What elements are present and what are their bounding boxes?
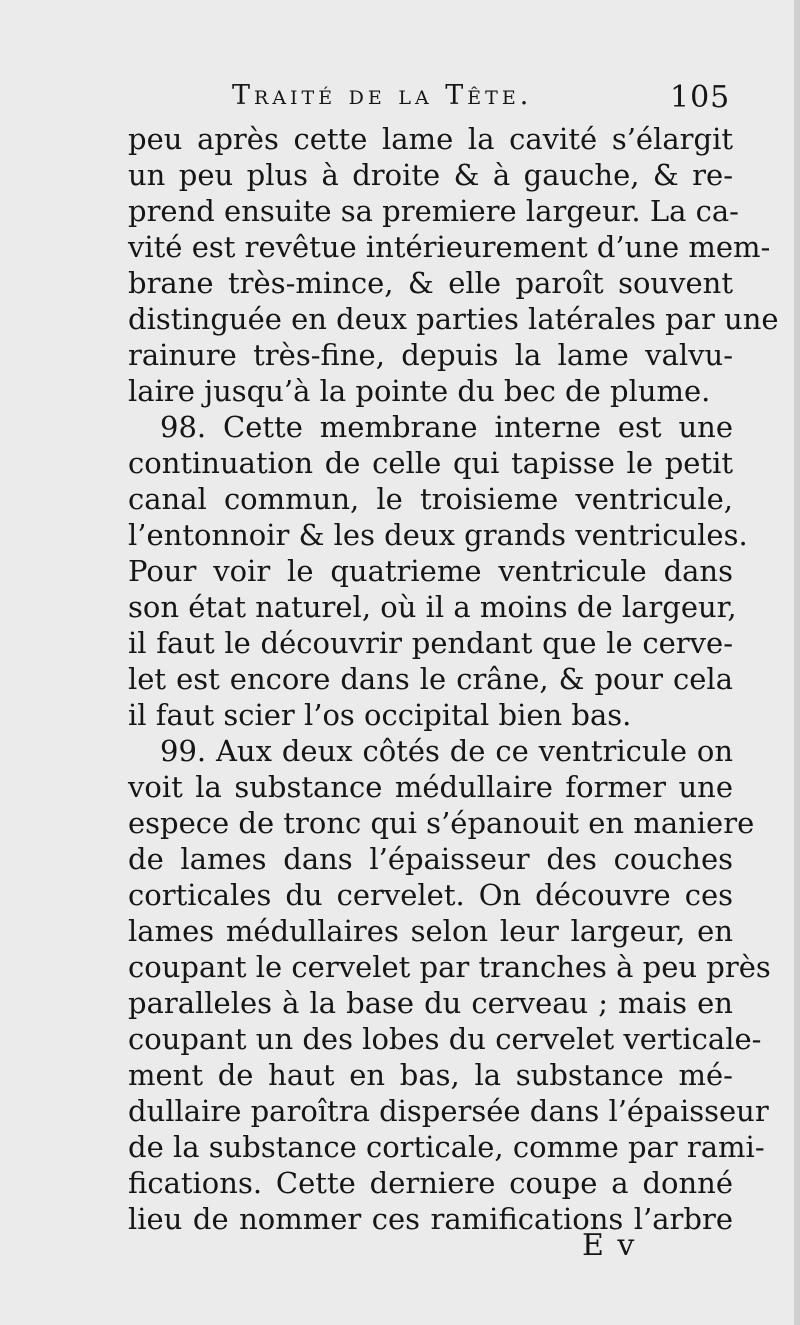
body-text-line: corticales du cervelet. On découvre ces (128, 878, 733, 912)
body-text-line: fications. Cette derniere coupe a donné (128, 1166, 733, 1200)
body-text-line: rainure très-fine, depuis la lame valvu- (128, 338, 733, 372)
body-text-line: dullaire paroîtra dispersée dans l’épaisseur (128, 1094, 769, 1128)
body-text-line: lieu de nommer ces ramifications l’arbre (128, 1202, 733, 1236)
body-text-line: laire jusqu’à la pointe du bec de plume. (128, 374, 711, 408)
body-text-line: de lames dans l’épaisseur des couches (128, 842, 733, 876)
body-text-line: let est encore dans le crâne, & pour cela (128, 662, 733, 696)
body-text-line: coupant le cervelet par tranches à peu près (128, 950, 771, 984)
paragraph-99-first-line: 99. Aux deux côtés de ce ventricule on (160, 734, 733, 768)
body-text-line: continuation de celle qui tapisse le petit (128, 446, 733, 480)
body-text-line: de la substance corticale, comme par rami- (128, 1130, 765, 1164)
body-text-line: espece de tronc qui s’épanouit en maniere (128, 806, 755, 840)
body-text-line: il faut scier l’os occipital bien bas. (128, 698, 632, 732)
body-text-line: coupant un des lobes du cervelet verticale- (128, 1022, 762, 1056)
body-text-line: son état naturel, où il a moins de largeur, (128, 590, 737, 624)
running-head-title: Traité de la Tête. (232, 80, 533, 111)
body-text-line: ment de haut en bas, la substance mé- (128, 1058, 733, 1092)
body-text-line: distinguée en deux parties latérales par une (128, 302, 779, 336)
body-text-line: il faut le découvrir pendant que le cerve- (128, 626, 733, 660)
body-text-line: peu après cette lame la cavité s’élargit (128, 122, 733, 156)
signature-mark: E v (582, 1228, 637, 1263)
body-text-line: prend ensuite sa premiere largeur. La ca- (128, 194, 739, 228)
body-text-line: voit la substance médullaire former une (128, 770, 733, 804)
paragraph-98-first-line: 98. Cette membrane interne est une (160, 410, 733, 444)
body-text-line: vité est revêtue intérieurement d’une mem- (128, 230, 771, 264)
body-text-line: un peu plus à droite & à gauche, & re- (128, 158, 733, 192)
body-text-line: paralleles à la base du cerveau ; mais en (128, 986, 733, 1020)
page-edge-shadow (794, 0, 800, 1325)
body-text-line: l’entonnoir & les deux grands ventricules. (128, 518, 748, 552)
page-number: 105 (670, 80, 731, 115)
body-text-line: brane très-mince, & elle paroît souvent (128, 266, 733, 300)
body-text-line: Pour voir le quatrieme ventricule dans (128, 554, 733, 588)
body-text-line: canal commun, le troisieme ventricule, (128, 482, 733, 516)
body-text-line: lames médullaires selon leur largeur, en (128, 914, 733, 948)
